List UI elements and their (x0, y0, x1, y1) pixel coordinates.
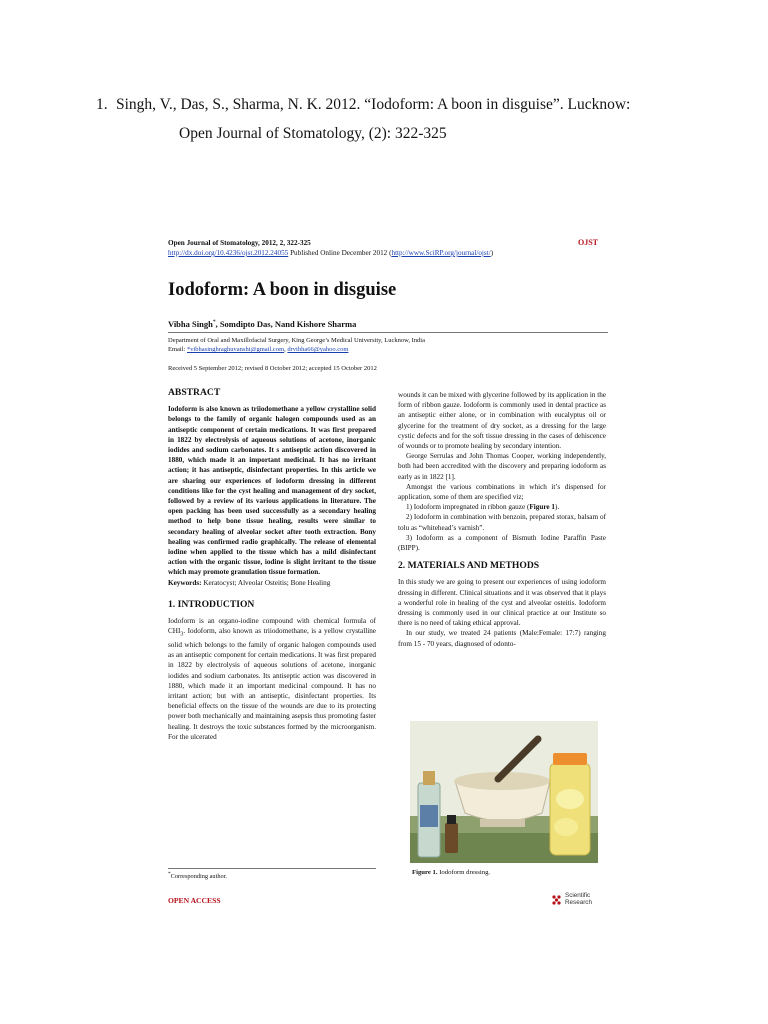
figure-ref: Figure 1 (529, 503, 555, 512)
intro-post: . Iodoform, also known as triiodomethane, is a yellow crystalline solid which belongs to the family of organic halogen compounds used as an antiseptic component for certain medications. It was first prepared in 1822 by electrolysis of aqueous solutions of acetone, inorganic iodides and sodium carbonates. Its antiseptic action was discovered in 1880, which made it an important medicinal compound. It has no irritant action; but with an antiseptic, disinfectant properties. Its beneficial effects on the tissue of the wounds are due to its protecting power both mechanically and maintaining asepsis thus promoting faster healing. It destroys the toxic substances formed by the microorganism. For the ulcerated (168, 627, 376, 741)
abstract-text: Iodoform is also known as triiodomethane a yellow crystalline solid belongs to the family of organic halogen compounds used as an antiseptic component of certain medications. It was first prepared in 1822 by electrolysis of aqueous solutions of acetone, inorganic iodides and sodium carbonates. It s antiseptic action discovered in 1880, which made it an important medicinal. It has no irritant action; it has antiseptic, disinfectant properties. In this article we are sharing our experiences of iodoform dressing in different conditions like for the cyst healing and management of dry socket, followed by a review of its various applications in literature. The open packing has been used successfully as a secondary healing method to help bone tissue healing, results were similar to secondary healing of alveolar socket after tooth extraction. Bony healing was confirmed radio graphically. The release of elemental iodine when applied to the tissue which has a mild disinfectant action with the organic tissue, iodine is slight irritant to the tissue which may promote granulation tissue formation. (168, 405, 376, 577)
figure-label: Figure 1. (412, 869, 438, 876)
published-close: ) (490, 249, 494, 257)
intro-subscript: 3 (180, 631, 184, 638)
footnote (168, 868, 376, 880)
citation-line-1 (96, 90, 630, 119)
email-separator: , (284, 346, 288, 353)
abstract-heading: ABSTRACT (168, 387, 221, 398)
right-paragraph-3: Amongst the various combinations in which it’s dispensed for application, some of them are specified viz; (398, 482, 606, 502)
methods-paragraph-1: In this study we are going to present our experiences of using iodoform dressing in different. Clinical situations and it was observed that it plays a wonderful role in healing of the cyst and alveolar osteitis. Iodoform dressing is commonly used in our clinical practice at our Institute so there is no need of taking ethical approval. (398, 578, 606, 628)
published-text: Published Online December 2012 ( (288, 249, 392, 257)
methods-heading: 2. MATERIALS AND METHODS (398, 560, 540, 572)
open-access-label: OPEN ACCESS (168, 896, 221, 905)
affiliation: Department of Oral and Maxillofacial Surgery, King George’s Medical University, Lucknow, India (168, 337, 425, 344)
keywords (168, 578, 376, 588)
iodoform-dressing-photo (410, 721, 598, 863)
intro-heading: 1. INTRODUCTION (168, 598, 255, 610)
footnote-mark: * (168, 871, 171, 877)
list-item-1-pre: 1) Iodoform impregnated in ribbon gauze ( (406, 503, 530, 512)
citation-text: Singh, V., Das, S., Sharma, N. K. 2012. “Iodoform: A boon in disguise”. Lucknow: (116, 96, 631, 113)
keywords-text: Keratocyst; Alveolar Osteitis; Bone Healing (201, 578, 331, 587)
logo-mark-icon (551, 894, 563, 906)
left-column (168, 388, 376, 742)
citation-number: 1. (96, 96, 108, 113)
list-item (398, 502, 606, 512)
figure-caption-text: Iodoform dressing. (437, 869, 491, 876)
site-link[interactable]: http://www.SciRP.org/journal/ojst/ (391, 249, 491, 257)
keywords-label: Keywords: (168, 578, 202, 587)
received-dates: Received 5 September 2012; revised 8 October 2012; accepted 15 October 2012 (168, 365, 377, 372)
citation-line-2: Open Journal of Stomatology, (2): 322-325 (179, 125, 447, 142)
doi-link[interactable]: http://dx.doi.org/10.4236/ojst.2012.24055 (168, 249, 289, 257)
journal-line: Open Journal of Stomatology, 2012, 2, 322-325 (168, 239, 311, 247)
author-mark: * (212, 319, 216, 326)
logo-line-1: Scientific (565, 892, 591, 899)
list-item-1-post: ). (554, 503, 560, 512)
logo-line-2: Research (565, 898, 592, 906)
methods-paragraph-2: In our study, we treated 24 patients (Male:Female: 17:7) ranging from 15 - 70 years, diagnosed of odonto- (398, 629, 606, 648)
intro-text (168, 616, 376, 742)
title-rule (168, 332, 608, 333)
email-link-2[interactable]: drvibha66@yahoo.com (287, 346, 349, 353)
authors (168, 319, 356, 329)
combination-list (398, 502, 606, 553)
right-column (398, 390, 606, 649)
email-link-1[interactable]: *vibhasinghraghuvanshi@gmail.com (186, 346, 285, 353)
list-item: 3) Iodoform as a component of Bismuth Iodine Paraffin Paste (BIPP). (398, 533, 606, 553)
author-rest: , Somdipto Das, Nand Kishore Sharma (215, 319, 357, 329)
affiliation-block (168, 336, 598, 354)
figure-1-photo (410, 721, 598, 863)
author-first: Vibha Singh (168, 319, 213, 329)
footnote-text: Corresponding author. (170, 873, 227, 881)
intro-pre: Iodoform is an organo-iodine compound with chemical formula of CHI (168, 617, 376, 636)
journal-badge: OJST (577, 238, 598, 247)
scientific-research-logo (565, 893, 592, 907)
right-paragraph-2: George Serrulas and John Thomas Cooper, working independently, both had been accredited with the discovery and preparing iodoform as early as in 1822 [1]. (398, 452, 606, 481)
email-line (168, 345, 598, 354)
paper-title: Iodoform: A boon in disguise (168, 280, 397, 300)
journal-links (168, 248, 493, 258)
paper-page-image (160, 228, 610, 918)
list-item: 2) Iodoform in combination with benzoin, prepared storax, balsam of tolu as “whitehead’s varnish”. (398, 513, 606, 532)
journal-header (168, 238, 493, 258)
citation (96, 90, 630, 148)
email-label: Email: (168, 346, 187, 353)
figure-caption (412, 869, 490, 876)
right-paragraph-1: wounds it can be mixed with glycerine followed by its application in the form of ribbon gauze. Iodoform is commonly used in dental practice as an antiseptic either alone, or in combination with eucalyptus oil or glycerine for the treatment of dry socket, as a dressing for the large cystic defects and for the soft tissue dressing in the cases of dehiscence of wounds or to promote healing by secondary intention. (398, 391, 606, 451)
